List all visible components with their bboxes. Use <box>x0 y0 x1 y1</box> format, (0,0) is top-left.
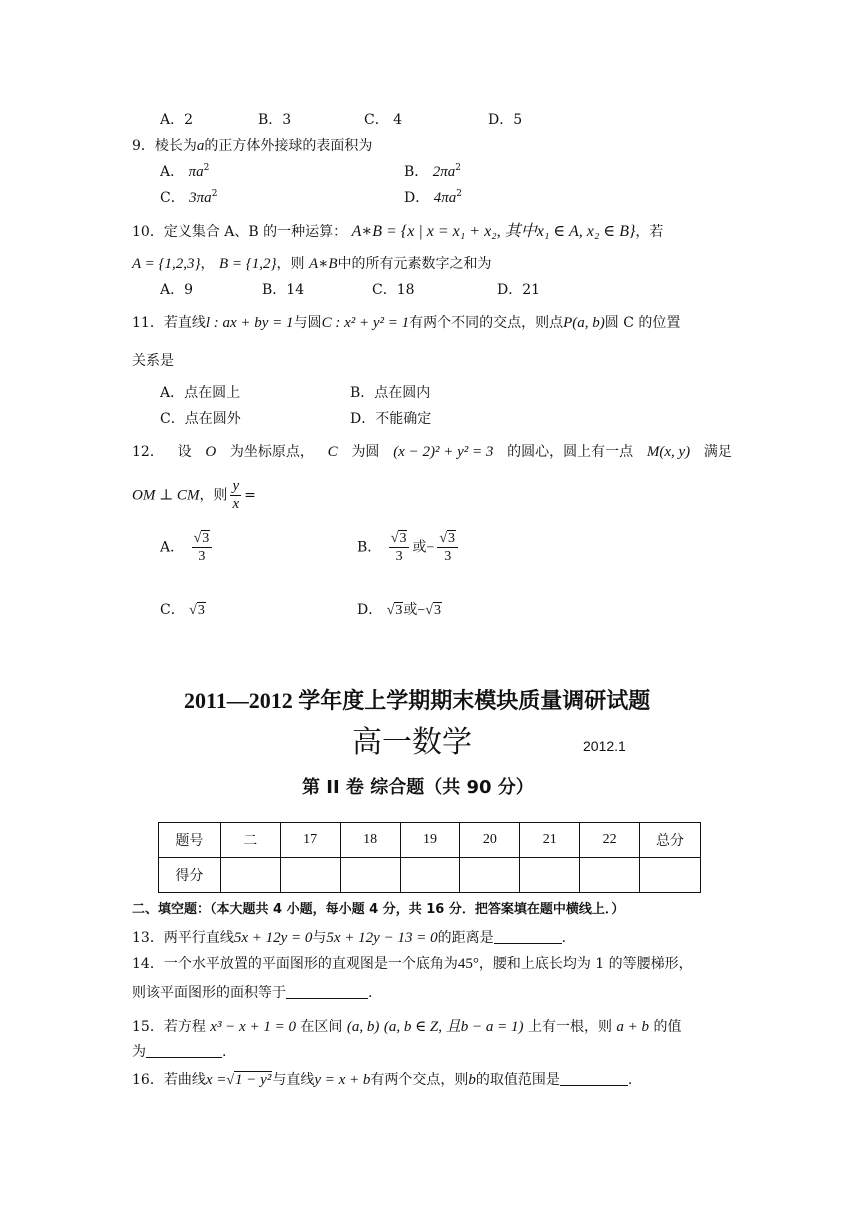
score-cell: 21 <box>520 823 580 858</box>
q15-stem: 15．若方程 x³ − x + 1 = 0 在区间 (a, b) (a, b ∈ Z, 且b − a = 1) 上有一根，则 a + b 的值 <box>132 1019 682 1035</box>
score-cell: 题号 <box>159 823 221 858</box>
q11-option-d: D．不能确定 <box>350 411 432 427</box>
q14-stem-line2: 则该平面图形的面积等于 . <box>132 985 373 1001</box>
subject-title: 高一数学 <box>352 725 472 760</box>
q11-stem-line2: 关系是 <box>132 353 174 369</box>
q15-answer-blank[interactable] <box>146 1057 222 1058</box>
q9-option-a: A． $\pi a^2$ <box>160 163 210 180</box>
q8-option-a: A．2 <box>160 112 194 128</box>
score-entry-cell[interactable] <box>580 858 640 893</box>
score-cell: 20 <box>460 823 520 858</box>
score-cell: 19 <box>400 823 460 858</box>
q8-option-d: D．5 <box>488 112 523 128</box>
part-title: 第 II 卷 综合题（共 90 分） <box>302 777 534 798</box>
q14-answer-blank[interactable] <box>286 998 368 999</box>
q11-option-b: B．点在圆内 <box>350 385 431 401</box>
score-cell: 二 <box>220 823 280 858</box>
score-entry-cell[interactable] <box>340 858 400 893</box>
score-cell: 18 <box>340 823 400 858</box>
score-cell: 22 <box>580 823 640 858</box>
q9-option-b: B． $2\pi a^2$ <box>404 163 461 180</box>
exam-title: 2011—2012 学年度上学期期末模块质量调研试题 <box>184 688 651 713</box>
score-row-label: 得分 <box>159 858 221 893</box>
section-heading: 二、填空题：（本大题共 4 小题，每小题 4 分，共 16 分．把答案填在题中横线上．） <box>132 902 625 917</box>
q10-option-a: A．9 <box>160 282 194 298</box>
q10-option-c: C．18 <box>372 282 415 298</box>
score-table-header-row <box>159 823 701 858</box>
score-cell: 总分 <box>640 823 701 858</box>
q10-stem-line2: A = {1,2,3}， B = {1,2}，则 A∗B中的所有元素数字之和为 <box>132 256 492 272</box>
q12-option-b: B． $\frac{√3}{3}$ 或− $\frac{√3}{3}$ <box>357 530 461 565</box>
score-entry-cell[interactable] <box>400 858 460 893</box>
q12-option-d: D． √3或−√3 <box>357 602 441 618</box>
exam-date: 2012.1 <box>583 738 626 754</box>
q11-stem: 11．若直线l : ax + by = 1与圆C : x² + y² = 1有两个不同的交点，则点P(a, b)圆 C 的位置 <box>132 315 681 331</box>
score-entry-cell[interactable] <box>220 858 280 893</box>
score-entry-cell[interactable] <box>640 858 701 893</box>
q13-answer-blank[interactable] <box>494 943 562 944</box>
score-entry-cell[interactable] <box>520 858 580 893</box>
q12-stem-line2: OM ⊥ CM，则 $\frac{y}{x}$ = <box>132 478 256 512</box>
q9-stem: 9．棱长为a的正方体外接球的表面积为 <box>132 138 373 154</box>
q10-option-d: D．21 <box>497 282 541 298</box>
q10-stem: 10．定义集合 A、B 的一种运算： A∗B = {x | x = x₁ + x₂, 其中x₁ ∈ A, x₂ ∈ B}，若 <box>132 223 664 240</box>
q12-stem: 12． 设 O 为坐标原点， C 为圆 (x − 2)² + y² = 3 的圆心，圆上有一点 M(x, y) 满足 <box>132 444 732 460</box>
q8-option-b: B．3 <box>258 112 292 128</box>
q10-option-b: B．14 <box>262 282 305 298</box>
score-entry-cell[interactable] <box>280 858 340 893</box>
score-cell: 17 <box>280 823 340 858</box>
q15-stem-line2: 为 . <box>132 1044 227 1060</box>
q9-option-c: C． $3\pi a^2$ <box>160 189 218 206</box>
q16-stem: 16．若曲线x =√1 − y²与直线y = x + b有两个交点，则b的取值范围是 . <box>132 1072 633 1088</box>
q8-option-c: C． 4 <box>364 112 403 128</box>
q9-option-d: D． $4\pi a^2$ <box>404 189 462 206</box>
q14-stem: 14．一个水平放置的平面图形的直观图是一个底角为45°，腰和上底长均为 1 的等腰梯形， <box>132 956 693 972</box>
score-table <box>158 822 701 893</box>
q16-answer-blank[interactable] <box>560 1085 628 1086</box>
q12-option-a: A． $\frac{√3}{3}$ <box>160 530 215 565</box>
score-table-score-row <box>159 858 701 893</box>
q13-stem: 13．两平行直线5x + 12y = 0与5x + 12y − 13 = 0的距离是 . <box>132 930 567 946</box>
q12-fraction: $\frac{y}{x}$ <box>232 478 240 512</box>
score-entry-cell[interactable] <box>460 858 520 893</box>
q11-option-c: C．点在圆外 <box>160 411 241 427</box>
q12-option-c: C． √3 <box>160 602 205 618</box>
q11-option-a: A．点在圆上 <box>160 385 241 401</box>
